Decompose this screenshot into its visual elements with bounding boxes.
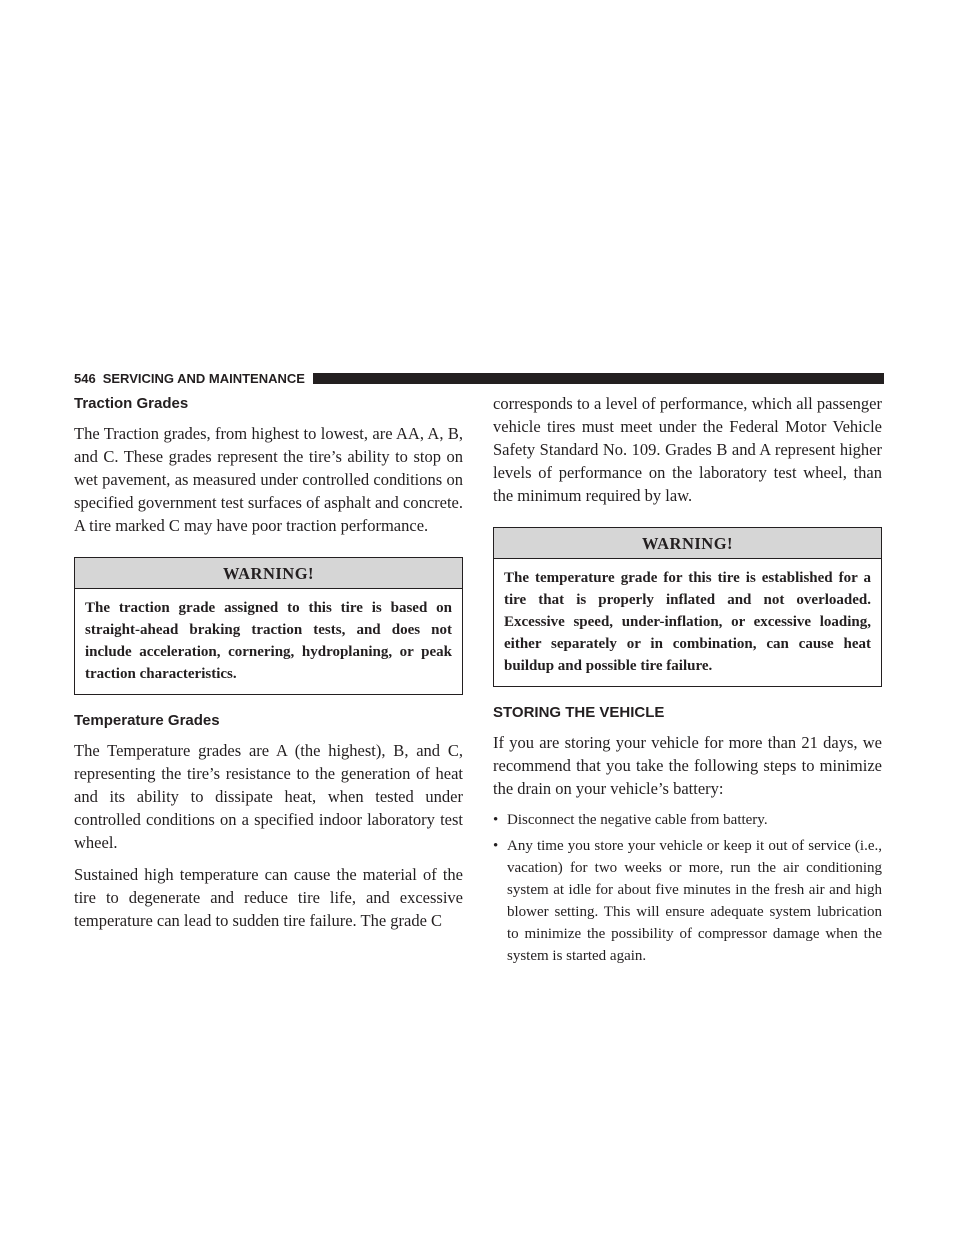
list-item: • Disconnect the negative cable from battery. (493, 809, 882, 831)
temperature-grades-paragraph-2: Sustained high temperature can cause the material of the tire to degenerate and reduce tire life, and excessive temperature can lead to sudden tire failure. The grade C (74, 865, 463, 930)
page-header (74, 370, 884, 386)
left-column (74, 392, 463, 941)
continued-paragraph: corresponds to a level of performance, which all passenger vehicle tires must meet under the Federal Motor Vehicle Safety Standard No. 109. Grades B and A represent higher levels of performance on the laboratory test wheel, than the minimum required by law. (493, 394, 882, 505)
storing-vehicle-heading: STORING THE VEHICLE (493, 704, 665, 721)
storage-steps-list (493, 809, 882, 967)
traction-grades-heading: Traction Grades (74, 395, 189, 412)
warning-text: The traction grade assigned to this tire is based on straight-ahead braking traction tests, and does not include acceleration, cornering, hydroplaning, or peak traction characteristics. (85, 600, 452, 682)
list-item: • Any time you store your vehicle or keep it out of service (i.e., vacation) for two weeks or more, run the air conditioning system at idle for about five minutes in the fresh air and high blower setting. This will ensure adequate system lubrication to minimize the possibility of compressor damage when the system is started again. (493, 835, 882, 967)
right-column (493, 392, 882, 971)
temperature-grades-paragraph-1: The Temperature grades are A (the highest), B, and C, representing the tire’s resistance to the generation of heat and its ability to dissipate heat, when tested under controlled conditions on a specified indoor laboratory test wheel. (74, 741, 463, 852)
temperature-grades-heading: Temperature Grades (74, 712, 220, 729)
storing-vehicle-paragraph: If you are storing your vehicle for more than 21 days, we recommend that you take the following steps to minimize the drain on your vehicle’s battery: (493, 733, 882, 798)
header-rule (313, 373, 884, 384)
warning-title: WARNING! (494, 528, 881, 559)
warning-title: WARNING! (75, 558, 462, 589)
section-title: SERVICING AND MAINTENANCE (102, 370, 305, 386)
warning-text: The temperature grade for this tire is established for a tire that is properly inflated and not overloaded. Excessive speed, under-inflation, or excessive loading, either separately or in combination, can cause heat buildup and possible tire failure. (504, 570, 871, 674)
temperature-warning-box (493, 527, 882, 687)
traction-warning-box (74, 557, 463, 695)
traction-grades-paragraph: The Traction grades, from highest to lowest, are AA, A, B, and C. These grades represent the tire’s ability to stop on wet pavement, as measured under controlled conditions on specified government test surfaces of asphalt and concrete. A tire marked C may have poor traction performance. (74, 424, 463, 535)
page-number: 546 (74, 370, 96, 386)
